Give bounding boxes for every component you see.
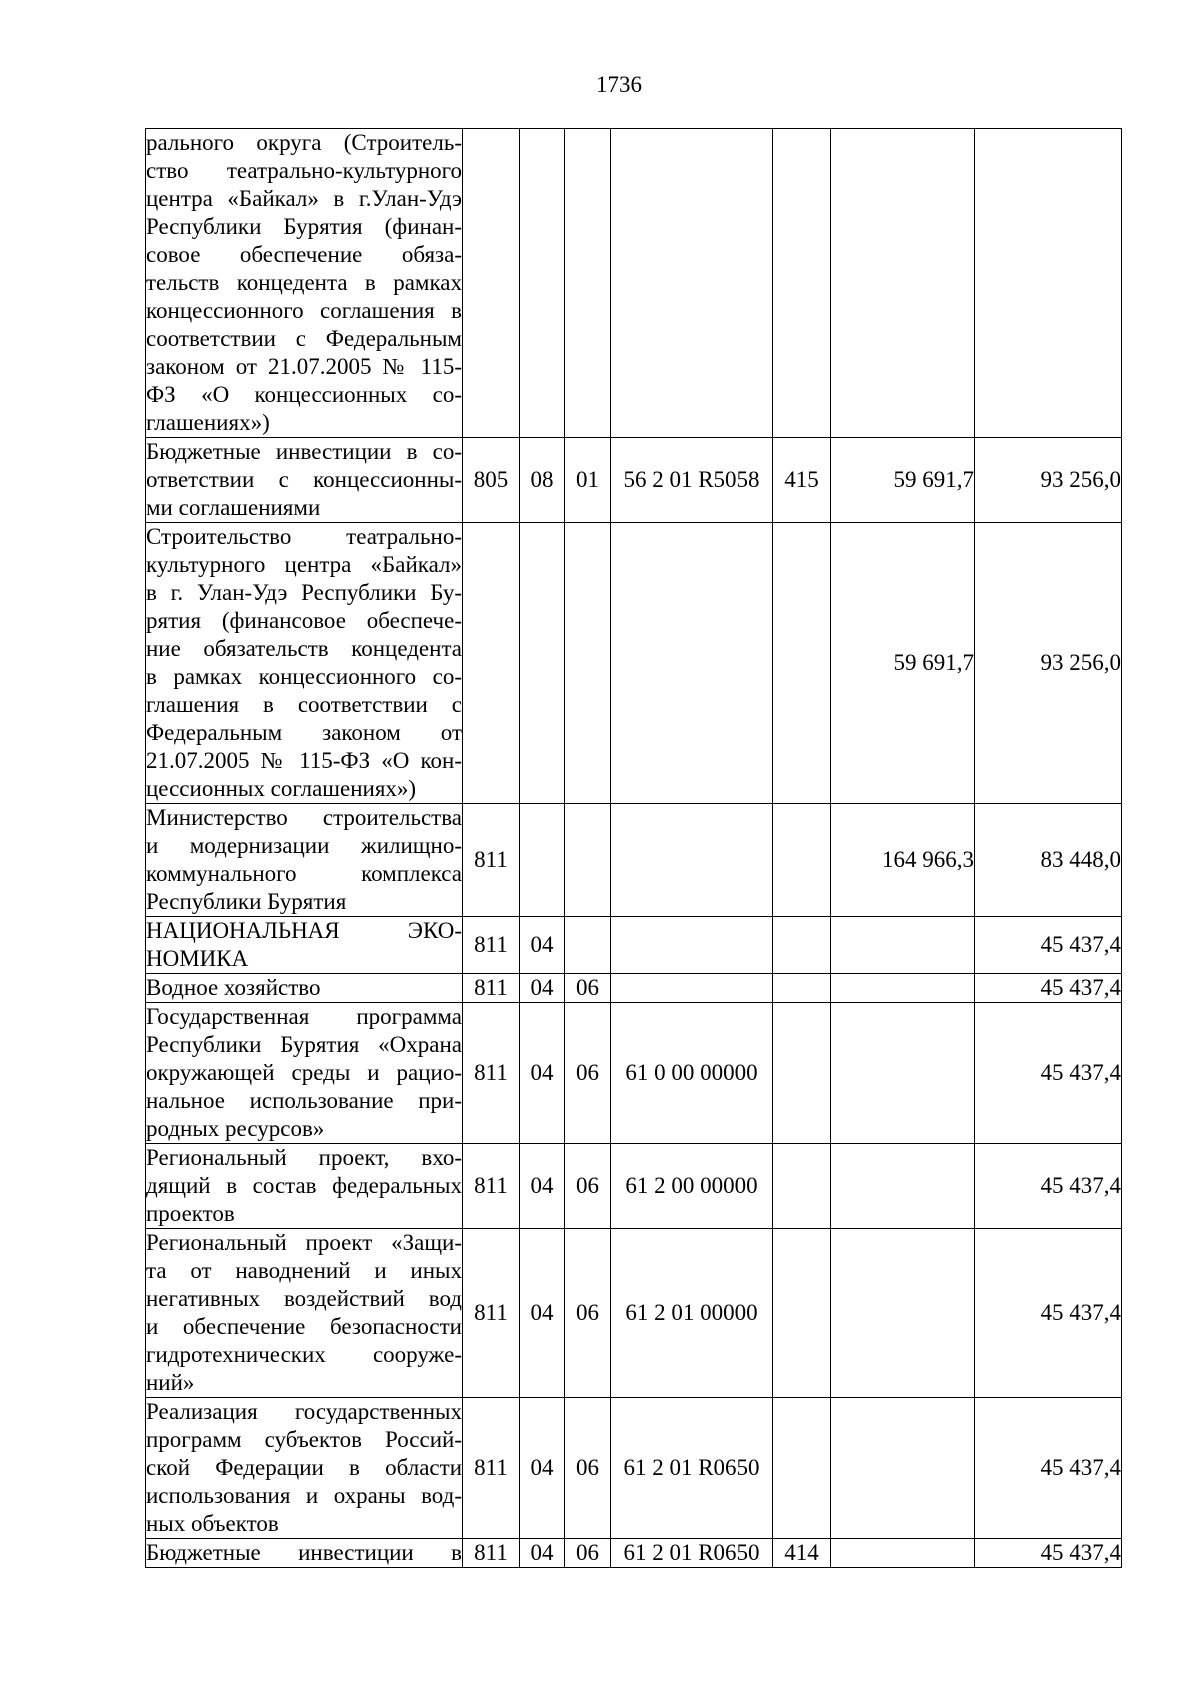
row-name-line: коммунального комплекса	[146, 861, 462, 886]
row-name-line: Республики Бурятия «Охрана	[146, 1032, 462, 1057]
row-name-line: негативных воздействий вод	[146, 1286, 462, 1311]
amount-2-cell	[975, 129, 1122, 438]
expense-type-cell	[773, 1398, 831, 1539]
row-name-line: рятия (финансовое обеспече-	[146, 608, 462, 633]
amount-1-cell: 59 691,7	[831, 438, 975, 523]
grbs-code-cell: 811	[463, 1003, 520, 1144]
row-name-line: тельств концедента в рамках	[146, 270, 462, 295]
target-article-cell: 61 2 01 00000	[611, 1229, 773, 1398]
row-name-cell	[146, 438, 463, 523]
amount-1-cell: 164 966,3	[831, 804, 975, 917]
expense-type-cell: 414	[773, 1539, 831, 1568]
grbs-code-cell	[463, 129, 520, 438]
subsection-code-cell	[565, 129, 611, 438]
grbs-code-cell: 811	[463, 1398, 520, 1539]
row-name-line: Региональный проект «Защи-	[146, 1230, 462, 1255]
grbs-code-cell	[463, 523, 520, 804]
grbs-code-cell: 811	[463, 974, 520, 1003]
section-code-cell: 04	[520, 1539, 565, 1568]
row-name-line: ных объектов	[146, 1511, 279, 1536]
row-name-line: ний»	[146, 1370, 195, 1395]
subsection-code-cell: 06	[565, 1229, 611, 1398]
expense-type-cell	[773, 129, 831, 438]
section-code-cell	[520, 129, 565, 438]
expense-type-cell	[773, 1144, 831, 1229]
section-code-cell	[520, 523, 565, 804]
table-row	[146, 917, 1122, 974]
section-code-cell	[520, 804, 565, 917]
row-name-line: 21.07.2005 № 115-ФЗ «О кон-	[146, 748, 462, 773]
subsection-code-cell	[565, 804, 611, 917]
expense-type-cell	[773, 804, 831, 917]
amount-2-cell: 83 448,0	[975, 804, 1122, 917]
row-name-cell	[146, 129, 463, 438]
row-name-line: Федеральным законом от	[146, 720, 462, 745]
amount-1-cell	[831, 129, 975, 438]
row-name-line: Республики Бурятия	[146, 889, 347, 914]
row-name-line: и обеспечение безопасности	[146, 1314, 462, 1339]
amount-1-cell	[831, 917, 975, 974]
expense-type-cell	[773, 974, 831, 1003]
section-code-cell: 04	[520, 1003, 565, 1144]
amount-2-cell: 45 437,4	[975, 1229, 1122, 1398]
amount-2-cell: 45 437,4	[975, 1144, 1122, 1229]
section-code-cell: 04	[520, 1229, 565, 1398]
row-name-line: нальное использование при-	[146, 1088, 462, 1113]
row-name-line: Региональный проект, вхо-	[146, 1145, 462, 1170]
row-name-line: ние обязательств концедента	[146, 636, 462, 661]
expense-type-cell: 415	[773, 438, 831, 523]
row-name-cell	[146, 1144, 463, 1229]
section-code-cell: 04	[520, 974, 565, 1003]
amount-1-cell	[831, 1003, 975, 1144]
row-name-line: Строительство театрально-	[146, 524, 462, 549]
section-code-cell: 08	[520, 438, 565, 523]
row-name-line: НАЦИОНАЛЬНАЯ ЭКО-	[146, 918, 462, 943]
row-name-line: в рамках концессионного со-	[146, 664, 462, 689]
amount-2-cell: 93 256,0	[975, 438, 1122, 523]
subsection-code-cell: 06	[565, 1539, 611, 1568]
grbs-code-cell: 811	[463, 917, 520, 974]
row-name-line: использования и охраны вод-	[146, 1483, 462, 1508]
expense-type-cell	[773, 917, 831, 974]
grbs-code-cell: 811	[463, 1229, 520, 1398]
table-row	[146, 1398, 1122, 1539]
amount-2-cell: 45 437,4	[975, 1398, 1122, 1539]
page-number: 1736	[596, 72, 642, 97]
row-name-line: ми соглашениями	[146, 495, 321, 520]
table-row	[146, 523, 1122, 804]
row-name-line: глашения в соответствии с	[146, 692, 462, 717]
subsection-code-cell: 06	[565, 1398, 611, 1539]
expense-type-cell	[773, 523, 831, 804]
section-code-cell: 04	[520, 1398, 565, 1539]
table-row	[146, 1539, 1122, 1568]
table-row	[146, 804, 1122, 917]
target-article-cell	[611, 804, 773, 917]
row-name-line: и модернизации жилищно-	[146, 833, 462, 858]
row-name-line: программ субъектов Россий-	[146, 1427, 462, 1452]
row-name-line: законом от 21.07.2005 № 115-	[146, 354, 462, 379]
expense-type-cell	[773, 1003, 831, 1144]
amount-1-cell	[831, 1229, 975, 1398]
expense-type-cell	[773, 1229, 831, 1398]
amount-2-cell: 45 437,4	[975, 1003, 1122, 1144]
table-row	[146, 1003, 1122, 1144]
section-code-cell: 04	[520, 917, 565, 974]
row-name-cell	[146, 917, 463, 974]
subsection-code-cell: 01	[565, 438, 611, 523]
row-name-line: ФЗ «О концессионных со-	[146, 382, 462, 407]
row-name-line: родных ресурсов»	[146, 1116, 325, 1141]
row-name-line: ство театрально-культурного	[146, 158, 462, 183]
row-name-line: рального округа (Строитель-	[146, 130, 462, 155]
target-article-cell: 61 2 00 00000	[611, 1144, 773, 1229]
row-name-line: Бюджетные инвестиции в	[146, 1540, 462, 1565]
target-article-cell	[611, 523, 773, 804]
row-name-line: та от наводнений и иных	[146, 1258, 462, 1283]
row-name-line: ской Федерации в области	[146, 1455, 462, 1480]
amount-1-cell	[831, 974, 975, 1003]
subsection-code-cell: 06	[565, 1144, 611, 1229]
grbs-code-cell: 811	[463, 804, 520, 917]
target-article-cell: 56 2 01 R5058	[611, 438, 773, 523]
row-name-line: центра «Байкал» в г.Улан-Удэ	[146, 186, 462, 211]
row-name-cell	[146, 1229, 463, 1398]
table-row	[146, 1144, 1122, 1229]
amount-1-cell: 59 691,7	[831, 523, 975, 804]
target-article-cell: 61 2 01 R0650	[611, 1539, 773, 1568]
row-name-line: Реализация государственных	[146, 1399, 462, 1424]
row-name-line: цессионных соглашениях»)	[146, 776, 417, 801]
row-name-line: Водное хозяйство	[146, 975, 321, 1000]
grbs-code-cell: 811	[463, 1144, 520, 1229]
row-name-cell	[146, 804, 463, 917]
grbs-code-cell: 811	[463, 1539, 520, 1568]
table-row	[146, 1229, 1122, 1398]
row-name-cell	[146, 974, 463, 1003]
target-article-cell	[611, 974, 773, 1003]
amount-1-cell	[831, 1144, 975, 1229]
section-code-cell: 04	[520, 1144, 565, 1229]
grbs-code-cell: 805	[463, 438, 520, 523]
target-article-cell	[611, 917, 773, 974]
amount-1-cell	[831, 1539, 975, 1568]
amount-2-cell: 93 256,0	[975, 523, 1122, 804]
row-name-line: гидротехнических сооруже-	[146, 1342, 462, 1367]
row-name-line: в г. Улан-Удэ Республики Бу-	[146, 580, 462, 605]
target-article-cell	[611, 129, 773, 438]
budget-table	[145, 128, 1122, 1568]
row-name-line: ответствии с концессионны-	[146, 467, 462, 492]
row-name-line: окружающей среды и рацио-	[146, 1060, 462, 1085]
row-name-line: совое обеспечение обяза-	[146, 242, 462, 267]
row-name-line: глашениях»)	[146, 410, 270, 435]
table-body	[146, 129, 1122, 1568]
row-name-line: соответствии с Федеральным	[146, 326, 462, 351]
target-article-cell: 61 0 00 00000	[611, 1003, 773, 1144]
amount-1-cell	[831, 1398, 975, 1539]
target-article-cell: 61 2 01 R0650	[611, 1398, 773, 1539]
row-name-cell	[146, 523, 463, 804]
table-row	[146, 129, 1122, 438]
subsection-code-cell: 06	[565, 1003, 611, 1144]
row-name-line: Государственная программа	[146, 1004, 462, 1029]
row-name-cell	[146, 1398, 463, 1539]
row-name-cell	[146, 1539, 463, 1568]
amount-2-cell: 45 437,4	[975, 917, 1122, 974]
subsection-code-cell	[565, 917, 611, 974]
subsection-code-cell: 06	[565, 974, 611, 1003]
row-name-cell	[146, 1003, 463, 1144]
row-name-line: культурного центра «Байкал»	[146, 552, 462, 577]
row-name-line: концессионного соглашения в	[146, 298, 462, 323]
amount-2-cell: 45 437,4	[975, 974, 1122, 1003]
table-row	[146, 438, 1122, 523]
row-name-line: проектов	[146, 1201, 235, 1226]
subsection-code-cell	[565, 523, 611, 804]
row-name-line: Министерство строительства	[146, 805, 462, 830]
row-name-line: Бюджетные инвестиции в со-	[146, 439, 462, 464]
row-name-line: Республики Бурятия (финан-	[146, 214, 462, 239]
row-name-line: НОМИКА	[146, 946, 249, 971]
amount-2-cell: 45 437,4	[975, 1539, 1122, 1568]
table-row	[146, 974, 1122, 1003]
row-name-line: дящий в состав федеральных	[146, 1173, 462, 1198]
